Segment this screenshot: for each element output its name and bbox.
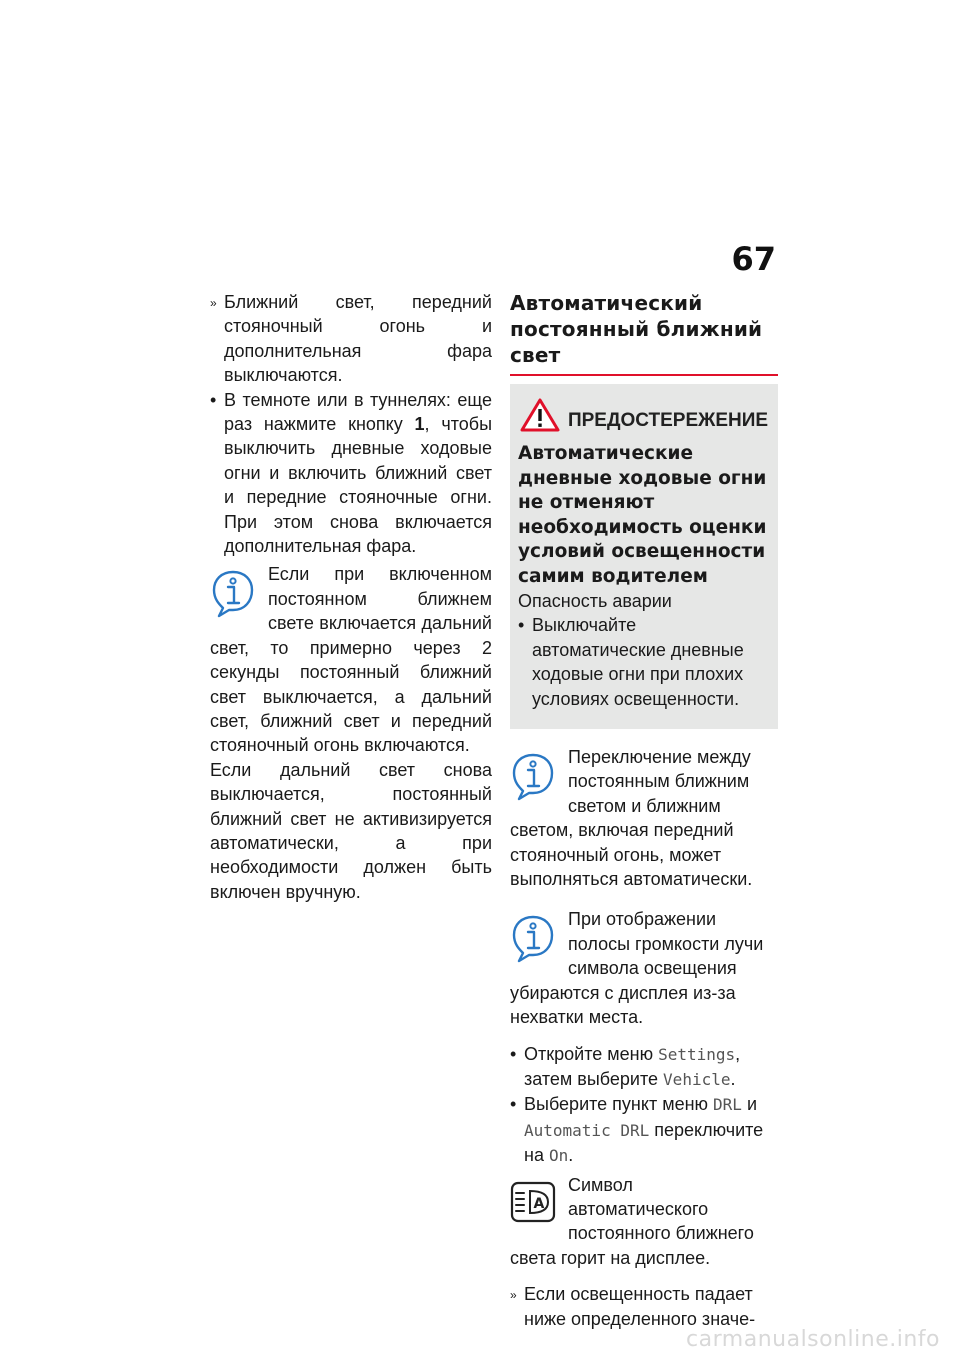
note-text: Символ автоматического постоянного ближнего света горит на дисплее. — [510, 1174, 754, 1268]
warning-bullet-text: Выключайте автоматические дневные ходовые огни при плохих условиях освещенности. — [532, 615, 744, 709]
step-item — [510, 1092, 778, 1168]
step-text: Выберите пункт меню — [524, 1094, 714, 1115]
button-ref: 1 — [414, 414, 425, 435]
footer-watermark: carmanualsonline.info — [686, 1327, 940, 1352]
step-text: Откройте меню — [524, 1043, 659, 1064]
bullet-icon: • — [510, 1043, 517, 1064]
note-text: Если при включенном постоянном ближнем свете включается дальний свет, то примерно через 2 секунды постоянный ближний свет выключается, а дальний свет, ближний свет и передний стояночный огонь включаются. — [210, 564, 492, 756]
step-text: переключите на — [524, 1119, 764, 1166]
result-text: Если освещенность падает ниже определенного значе- — [524, 1284, 756, 1329]
left-column — [210, 290, 492, 904]
info-note — [210, 562, 492, 904]
step-text: и — [741, 1094, 757, 1115]
step-text-c: , чтобы выключить дневные ходовые огни и включить ближний свет и передние стояночные огни. При этом снова включается дополнительная фара. — [224, 414, 492, 557]
menu-settings: Settings — [658, 1044, 736, 1064]
section-title: Автоматический постоянный ближний свет — [510, 291, 763, 367]
symbol-note — [510, 1173, 778, 1271]
page-number: 67 — [731, 240, 776, 278]
step-text-a: В темноте или в туннелях: еще раз нажмите кнопку — [224, 389, 492, 435]
step-text: . — [568, 1145, 574, 1166]
warning-bullet — [518, 613, 770, 711]
info-icon — [510, 751, 560, 805]
right-column — [510, 290, 778, 1331]
auto-drl-icon — [510, 1179, 560, 1233]
step-item — [510, 1042, 778, 1093]
info-note-3 — [510, 907, 778, 1029]
result-text: Ближний свет, передний стояночный огонь и дополнительная фара выключаются. — [224, 292, 492, 386]
bullet-icon: • — [518, 615, 525, 636]
warning-header — [518, 398, 770, 432]
info-note-2 — [510, 745, 778, 891]
note-text: При отображении полосы громкости лучи символа освещения убираются с дисплея из-за нехватки места. — [510, 909, 764, 1028]
result-item — [510, 1282, 778, 1331]
step-item — [210, 388, 492, 559]
menu-drl: DRL — [713, 1095, 742, 1115]
value-on: On — [548, 1146, 569, 1166]
result-arrow-icon: » — [510, 1288, 517, 1303]
warning-label: ПРЕДОСТЕРЕЖЕНИЕ — [567, 410, 769, 431]
step-text: . — [730, 1068, 736, 1089]
info-icon — [510, 913, 560, 967]
bullet-icon: • — [510, 1094, 517, 1115]
bullet-icon: • — [210, 389, 217, 410]
result-item — [210, 290, 492, 388]
warning-box — [510, 384, 778, 729]
warning-danger: Опасность аварии — [518, 591, 672, 611]
menu-automatic-drl: Automatic DRL — [524, 1120, 650, 1140]
menu-vehicle: Vehicle — [663, 1069, 731, 1089]
info-icon — [210, 568, 260, 622]
note-text: Переключение между постоянным ближним светом и ближним светом, включая передний стояночный огонь, может выполняться автоматически. — [510, 747, 753, 890]
note-continuation: Если дальний свет снова выключается, постоянный ближний свет не активизируется автоматически, а при необходимости должен быть включен вручную. — [210, 759, 492, 902]
step-text: , затем выберите — [524, 1043, 741, 1089]
warning-triangle-icon — [520, 398, 560, 432]
svg-text:A: A — [533, 1195, 545, 1212]
result-arrow-icon: » — [210, 296, 217, 310]
warning-title: Автоматические дневные ходовые огни не отменяют необходимость оценки условий освещенности самим водителем — [518, 443, 767, 587]
